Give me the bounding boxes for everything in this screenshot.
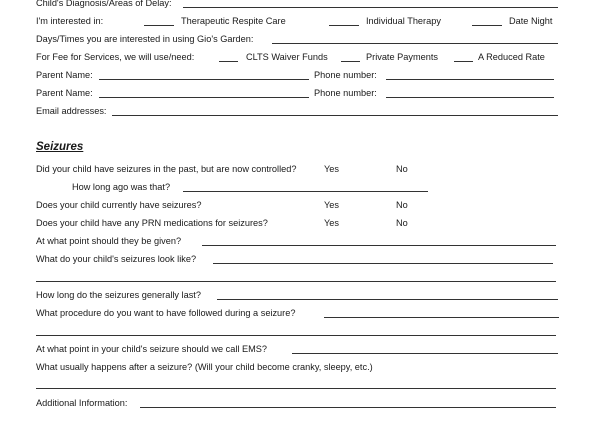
- seizures-heading: Seizures: [36, 141, 84, 153]
- look-like-extra-line[interactable]: [36, 281, 556, 282]
- clts-option: CLTS Waiver Funds: [246, 52, 328, 62]
- prn-question: Does your child have any PRN medications for seizures?: [36, 218, 268, 228]
- current-yes-option[interactable]: Yes: [324, 200, 339, 210]
- additional-info-label: Additional Information:: [36, 398, 128, 408]
- duration-field[interactable]: [217, 299, 558, 300]
- email-label: Email addresses:: [36, 106, 107, 116]
- procedure-extra-line[interactable]: [36, 335, 556, 336]
- diagnosis-field[interactable]: [183, 7, 558, 8]
- past-yes-option[interactable]: Yes: [324, 164, 339, 174]
- ems-field[interactable]: [292, 353, 558, 354]
- fee-label: For Fee for Services, we will use/need:: [36, 52, 195, 62]
- additional-info-field[interactable]: [140, 407, 556, 408]
- phone1-field[interactable]: [386, 79, 554, 80]
- parent2-name-field[interactable]: [99, 97, 309, 98]
- private-option: Private Payments: [366, 52, 438, 62]
- clts-checkbox-blank[interactable]: [219, 61, 238, 62]
- parent1-name-field[interactable]: [99, 79, 309, 80]
- how-long-ago-question: How long ago was that?: [72, 182, 171, 192]
- therapy-checkbox-blank[interactable]: [329, 25, 359, 26]
- ems-question: At what point in your child's seizure should we call EMS?: [36, 344, 268, 354]
- when-given-field[interactable]: [202, 245, 556, 246]
- email-field[interactable]: [112, 115, 558, 116]
- interested-label: I'm interested in:: [36, 16, 104, 26]
- private-checkbox-blank[interactable]: [341, 61, 360, 62]
- when-given-question: At what point should they be given?: [36, 236, 182, 246]
- datenight-option: Date Night: [509, 16, 553, 26]
- procedure-field[interactable]: [324, 317, 559, 318]
- prn-yes-option[interactable]: Yes: [324, 218, 339, 228]
- past-no-option[interactable]: No: [396, 164, 408, 174]
- after-seizure-question: What usually happens after a seizure? (Will your child become cranky, sleepy, etc.): [36, 362, 373, 372]
- diagnosis-label: Child's Diagnosis/Areas of Delay:: [36, 0, 172, 8]
- after-seizure-field[interactable]: [36, 388, 556, 389]
- parent2-label: Parent Name:: [36, 88, 93, 98]
- reduced-checkbox-blank[interactable]: [454, 61, 473, 62]
- procedure-question: What procedure do you want to have followed during a seizure?: [36, 308, 296, 318]
- duration-question: How long do the seizures generally last?: [36, 290, 201, 300]
- current-no-option[interactable]: No: [396, 200, 408, 210]
- therapy-option: Individual Therapy: [366, 16, 441, 26]
- look-like-question: What do your child's seizures look like?: [36, 254, 197, 264]
- look-like-field[interactable]: [213, 263, 553, 264]
- respite-checkbox-blank[interactable]: [144, 25, 174, 26]
- days-times-label: Days/Times you are interested in using Gio's Garden:: [36, 34, 254, 44]
- respite-option: Therapeutic Respite Care: [181, 16, 286, 26]
- days-times-field[interactable]: [272, 43, 558, 44]
- current-seizures-question: Does your child currently have seizures?: [36, 200, 202, 210]
- parent1-label: Parent Name:: [36, 70, 93, 80]
- prn-no-option[interactable]: No: [396, 218, 408, 228]
- reduced-option: A Reduced Rate: [478, 52, 545, 62]
- phone2-label: Phone number:: [314, 88, 377, 98]
- datenight-checkbox-blank[interactable]: [472, 25, 502, 26]
- past-seizures-question: Did your child have seizures in the past, but are now controlled?: [36, 164, 297, 174]
- how-long-ago-field[interactable]: [183, 191, 428, 192]
- phone1-label: Phone number:: [314, 70, 377, 80]
- phone2-field[interactable]: [386, 97, 554, 98]
